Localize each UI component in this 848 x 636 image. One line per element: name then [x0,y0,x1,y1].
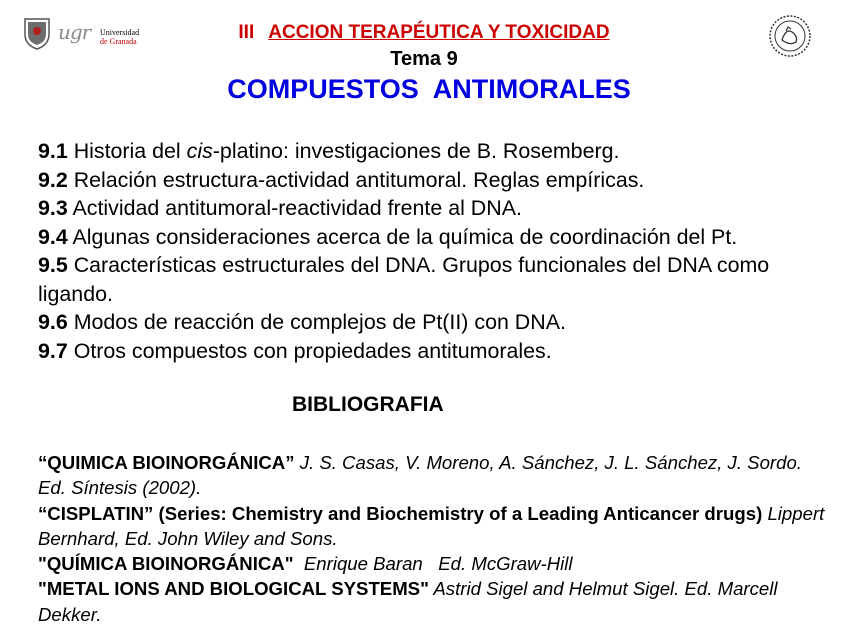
reference-item [38,576,828,627]
toc-item [38,337,828,366]
reference-title: "METAL IONS AND BIOLOGICAL SYSTEMS" [38,578,429,600]
toc-item [38,308,828,337]
reference-title: “CISPLATIN” (Series: Chemistry and Biochemistry of a Leading Anticancer drugs) [38,502,763,524]
logo-line-1: Universidad [100,28,140,37]
bibliography-heading: BIBLIOGRAFIA [292,393,444,416]
logo-line-2: de Granada [100,37,137,46]
section-heading [0,22,848,44]
toc-text: Historia del [67,139,187,163]
reference-details: Enrique Baran Ed. McGraw-Hill [293,553,573,575]
toc-item [38,137,828,166]
reference-item [38,450,828,501]
toc-text: Actividad antitumoral-reactividad frente al DNA. [67,196,522,220]
reference-details: Lippert Bernhard, Ed. John Wiley and Sons. [38,502,825,549]
toc-item [38,194,828,223]
toc-number: 9.5 [38,253,68,277]
reference-item [38,551,828,576]
table-of-contents [38,137,828,365]
toc-text: Relación estructura-actividad antitumoral. Reglas empíricas. [67,167,645,192]
toc-item [38,251,828,308]
toc-number: 9.6 [38,310,68,334]
toc-italic: cis [186,139,213,163]
reference-title: “QUIMICA BIOINORGÁNICA” [38,452,295,473]
theme-heading: Tema 9 [390,48,458,70]
reference-title: "QUÍMICA BIOINORGÁNICA" [38,553,294,575]
page-title: COMPUESTOS ANTIMORALES [227,74,631,104]
toc-text: Características estructurales del DNA. Grupos funcionales del DNA como ligando. [38,253,770,306]
reference-details: Astrid Sigel and Helmut Sigel. Ed. Marcell Dekker. [38,578,778,625]
toc-text: Modos de reacción de complejos de Pt(II) con DNA. [67,310,566,334]
section-topic: ACCION TERAPÉUTICA Y TOXICIDAD [268,22,610,43]
bibliography-list [38,450,828,627]
toc-text: Algunas consideraciones acerca de la química de coordinación del Pt. [67,224,738,249]
toc-number: 9.1 [38,139,68,163]
reference-item [38,501,828,552]
toc-number: 9.3 [38,196,68,220]
toc-number: 9.2 [38,167,68,192]
toc-number: 9.7 [38,338,68,363]
toc-text: Otros compuestos con propiedades antitumorales. [67,338,552,363]
toc-item [38,223,828,252]
section-number: III [238,22,255,43]
toc-number: 9.4 [38,224,68,249]
toc-item [38,166,828,195]
reference-details: J. S. Casas, V. Moreno, A. Sánchez, J. L. Sánchez, J. Sordo. Ed. Síntesis (2002). [38,452,802,499]
logo-text-ugr: ugr [58,20,91,44]
toc-text: -platino: investigaciones de B. Rosemberg. [212,139,620,163]
